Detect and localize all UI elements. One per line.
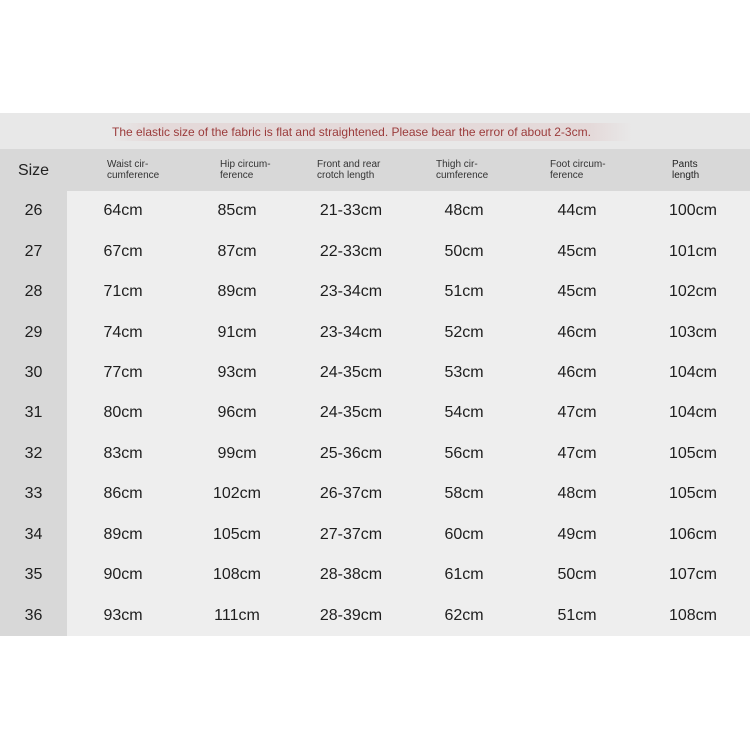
header-crotch-line2: crotch length xyxy=(317,170,375,181)
hip-cell: 111cm xyxy=(214,606,260,624)
table-body xyxy=(0,191,750,636)
pants-length-cell: 102cm xyxy=(668,283,718,301)
size-cell: 34 xyxy=(24,525,43,543)
header-hip xyxy=(220,149,310,191)
crotch-cell: 23-34cm xyxy=(319,283,383,301)
header-waist-line2: cumference xyxy=(107,170,160,181)
table-row xyxy=(0,515,750,555)
waist-cell: 90cm xyxy=(103,566,143,584)
header-thigh-line2: cumference xyxy=(436,170,489,181)
crotch-cell: 24-35cm xyxy=(319,404,383,422)
waist-cell: 89cm xyxy=(103,525,143,543)
header-thigh-line1: Thigh cir- xyxy=(436,159,478,170)
thigh-cell: 53cm xyxy=(444,364,484,382)
table-row xyxy=(0,434,750,474)
table-row xyxy=(0,555,750,595)
crotch-cell: 28-39cm xyxy=(319,606,383,624)
waist-cell: 74cm xyxy=(103,323,143,341)
thigh-cell: 58cm xyxy=(444,485,484,503)
note-band xyxy=(0,113,750,149)
header-foot-line2: ference xyxy=(550,170,584,181)
pants-length-cell: 104cm xyxy=(668,364,718,382)
waist-cell: 93cm xyxy=(103,606,143,624)
size-chart xyxy=(0,113,750,636)
table-row xyxy=(0,231,750,271)
hip-cell: 99cm xyxy=(217,444,257,462)
foot-cell: 44cm xyxy=(557,202,597,220)
crotch-cell: 23-34cm xyxy=(319,323,383,341)
thigh-cell: 62cm xyxy=(444,606,484,624)
crotch-cell: 25-36cm xyxy=(319,444,383,462)
waist-cell: 77cm xyxy=(103,364,143,382)
header-row xyxy=(0,149,750,191)
size-cell: 29 xyxy=(24,323,43,341)
pants-length-cell: 108cm xyxy=(668,606,718,624)
header-foot xyxy=(550,149,640,191)
hip-cell: 91cm xyxy=(217,323,257,341)
waist-cell: 64cm xyxy=(103,202,143,220)
size-cell: 31 xyxy=(24,404,43,422)
thigh-cell: 52cm xyxy=(444,323,484,341)
foot-cell: 45cm xyxy=(557,283,597,301)
waist-cell: 80cm xyxy=(103,404,143,422)
thigh-cell: 61cm xyxy=(444,566,484,584)
foot-cell: 50cm xyxy=(557,566,597,584)
thigh-cell: 50cm xyxy=(444,242,484,260)
foot-cell: 46cm xyxy=(557,364,597,382)
header-thigh xyxy=(436,149,526,191)
hip-cell: 85cm xyxy=(217,202,257,220)
size-cell: 28 xyxy=(24,283,43,301)
waist-cell: 83cm xyxy=(103,444,143,462)
waist-cell: 71cm xyxy=(103,283,143,301)
hip-cell: 96cm xyxy=(217,404,257,422)
crotch-cell: 22-33cm xyxy=(319,242,383,260)
foot-cell: 47cm xyxy=(557,404,597,422)
size-cell: 27 xyxy=(24,242,43,260)
header-waist-line1: Waist cir- xyxy=(107,159,149,170)
foot-cell: 47cm xyxy=(557,444,597,462)
header-pants-line2: length xyxy=(672,170,700,181)
header-crotch-line1: Front and rear xyxy=(317,159,381,170)
fabric-note: The elastic size of the fabric is flat and straightened. Please bear the error of about 2-3cm. xyxy=(112,123,632,141)
crotch-cell: 26-37cm xyxy=(319,485,383,503)
hip-cell: 93cm xyxy=(217,364,257,382)
foot-cell: 48cm xyxy=(557,485,597,503)
foot-cell: 46cm xyxy=(557,323,597,341)
thigh-cell: 60cm xyxy=(444,525,484,543)
pants-length-cell: 100cm xyxy=(668,202,718,220)
pants-length-cell: 107cm xyxy=(668,566,718,584)
hip-cell: 108cm xyxy=(212,566,262,584)
crotch-cell: 21-33cm xyxy=(319,202,383,220)
thigh-cell: 51cm xyxy=(444,283,484,301)
table-row xyxy=(0,272,750,312)
pants-length-cell: 101cm xyxy=(668,242,718,260)
waist-cell: 86cm xyxy=(103,485,143,503)
table-row xyxy=(0,596,750,636)
header-size: Size xyxy=(17,161,50,179)
header-hip-line1: Hip circum- xyxy=(220,159,271,170)
crotch-cell: 24-35cm xyxy=(319,364,383,382)
table-row xyxy=(0,393,750,433)
crotch-cell: 27-37cm xyxy=(319,525,383,543)
crotch-cell: 28-38cm xyxy=(319,566,383,584)
thigh-cell: 54cm xyxy=(444,404,484,422)
size-cell: 26 xyxy=(24,202,43,220)
thigh-cell: 56cm xyxy=(444,444,484,462)
hip-cell: 87cm xyxy=(217,242,257,260)
pants-length-cell: 105cm xyxy=(668,485,718,503)
table-row xyxy=(0,312,750,352)
header-waist xyxy=(107,149,197,191)
pants-length-cell: 105cm xyxy=(668,444,718,462)
header-hip-line2: ference xyxy=(220,170,254,181)
size-cell: 32 xyxy=(24,444,43,462)
foot-cell: 51cm xyxy=(557,606,597,624)
pants-length-cell: 104cm xyxy=(668,404,718,422)
size-cell: 30 xyxy=(24,364,43,382)
size-cell: 35 xyxy=(24,566,43,584)
waist-cell: 67cm xyxy=(103,242,143,260)
hip-cell: 105cm xyxy=(212,525,262,543)
table-row xyxy=(0,474,750,514)
hip-cell: 89cm xyxy=(217,283,257,301)
foot-cell: 45cm xyxy=(557,242,597,260)
header-crotch xyxy=(317,149,417,191)
table-row xyxy=(0,191,750,231)
table-row xyxy=(0,353,750,393)
header-pants-length xyxy=(672,149,742,191)
pants-length-cell: 103cm xyxy=(668,323,718,341)
header-foot-line1: Foot circum- xyxy=(550,159,606,170)
thigh-cell: 48cm xyxy=(444,202,484,220)
hip-cell: 102cm xyxy=(212,485,262,503)
pants-length-cell: 106cm xyxy=(668,525,718,543)
foot-cell: 49cm xyxy=(557,525,597,543)
size-cell: 33 xyxy=(24,485,43,503)
size-cell: 36 xyxy=(24,606,43,624)
header-pants-line1: Pants xyxy=(672,159,698,170)
